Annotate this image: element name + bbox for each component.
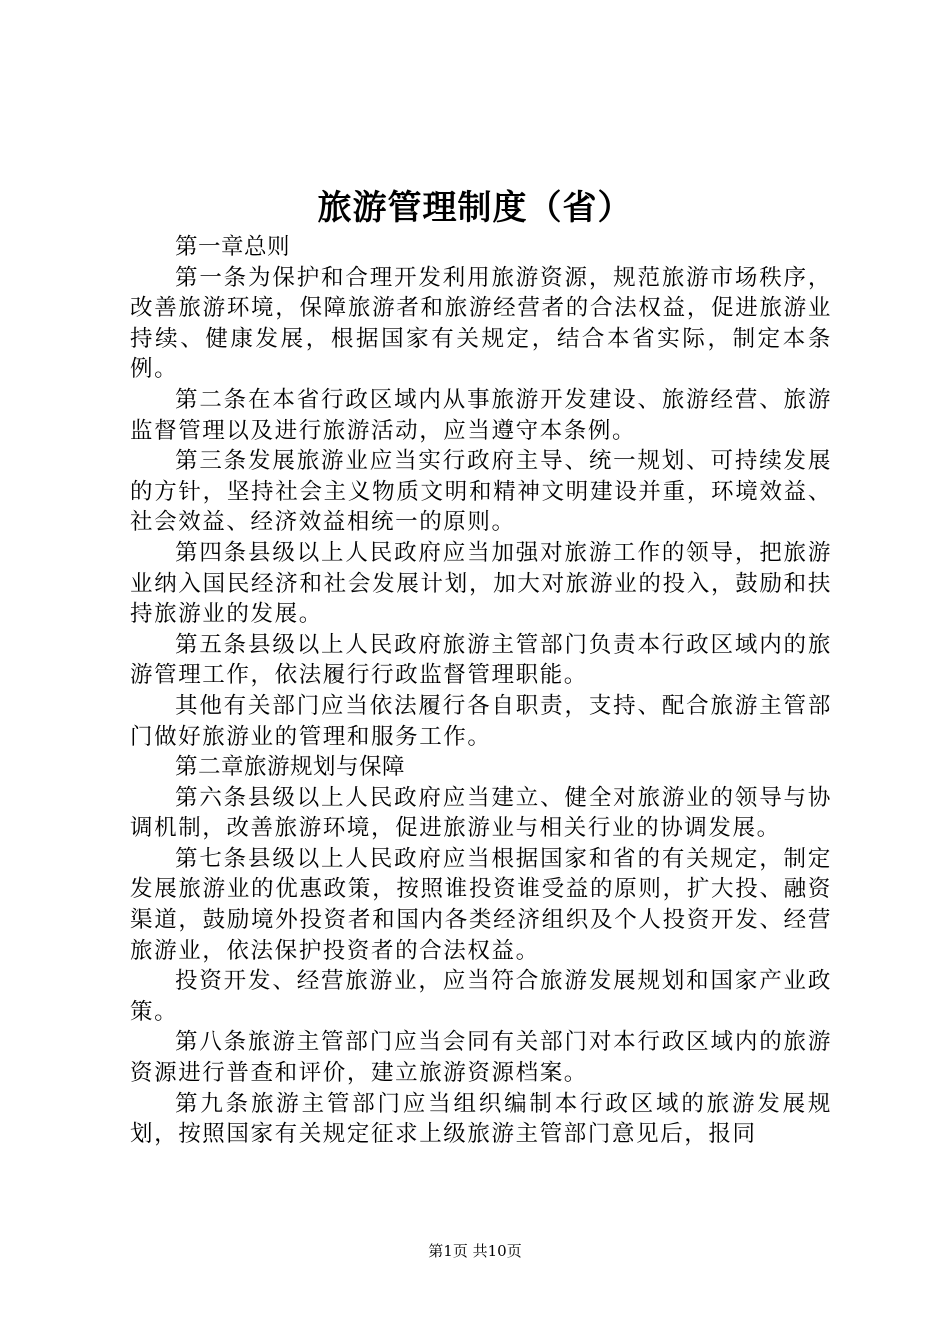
article-paragraph: 投资开发、经营旅游业，应当符合旅游发展规划和国家产业政策。 bbox=[130, 968, 832, 1025]
page-footer: 第1页 共10页 bbox=[428, 1242, 522, 1260]
article-paragraph: 第一条为保护和合理开发利用旅游资源，规范旅游市场秩序，改善旅游环境，保障旅游者和旅游经营者的合法权益，促进旅游业持续、健康发展，根据国家有关规定，结合本省实际，制定本条例。 bbox=[130, 264, 832, 383]
article-paragraph: 第六条县级以上人民政府应当建立、健全对旅游业的领导与协调机制，改善旅游环境，促进旅游业与相关行业的协调发展。 bbox=[130, 784, 832, 842]
chapter-heading: 第二章旅游规划与保障 bbox=[175, 754, 406, 781]
article-paragraph: 第四条县级以上人民政府应当加强对旅游工作的领导，把旅游业纳入国民经济和社会发展计划，加大对旅游业的投入，鼓励和扶持旅游业的发展。 bbox=[130, 539, 832, 628]
article-paragraph: 第五条县级以上人民政府旅游主管部门负责本行政区域内的旅游管理工作，依法履行行政监督管理职能。 bbox=[130, 631, 832, 689]
article-paragraph: 第九条旅游主管部门应当组织编制本行政区域的旅游发展规划，按照国家有关规定征求上级旅游主管部门意见后，报同 bbox=[130, 1090, 832, 1148]
article-paragraph: 第七条县级以上人民政府应当根据国家和省的有关规定，制定发展旅游业的优惠政策，按照谁投资谁受益的原则，扩大投、融资渠道，鼓励境外投资者和国内各类经济组织及个人投资开发、经营旅游业，依法保护投资者的合法权益。 bbox=[130, 845, 832, 964]
article-paragraph: 其他有关部门应当依法履行各自职责，支持、配合旅游主管部门做好旅游业的管理和服务工作。 bbox=[130, 692, 832, 750]
article-paragraph: 第八条旅游主管部门应当会同有关部门对本行政区域内的旅游资源进行普查和评价，建立旅游资源档案。 bbox=[130, 1029, 832, 1087]
article-paragraph: 第二条在本省行政区域内从事旅游开发建设、旅游经营、旅游监督管理以及进行旅游活动，应当遵守本条例。 bbox=[130, 386, 832, 444]
page-title: 旅游管理制度（省） bbox=[317, 188, 633, 228]
document-body bbox=[130, 232, 832, 1150]
article-paragraph: 第三条发展旅游业应当实行政府主导、统一规划、可持续发展的方针，坚持社会主义物质文明和精神文明建设并重，环境效益、社会效益、经济效益相统一的原则。 bbox=[130, 448, 832, 536]
chapter-heading: 第一章总则 bbox=[175, 234, 291, 260]
